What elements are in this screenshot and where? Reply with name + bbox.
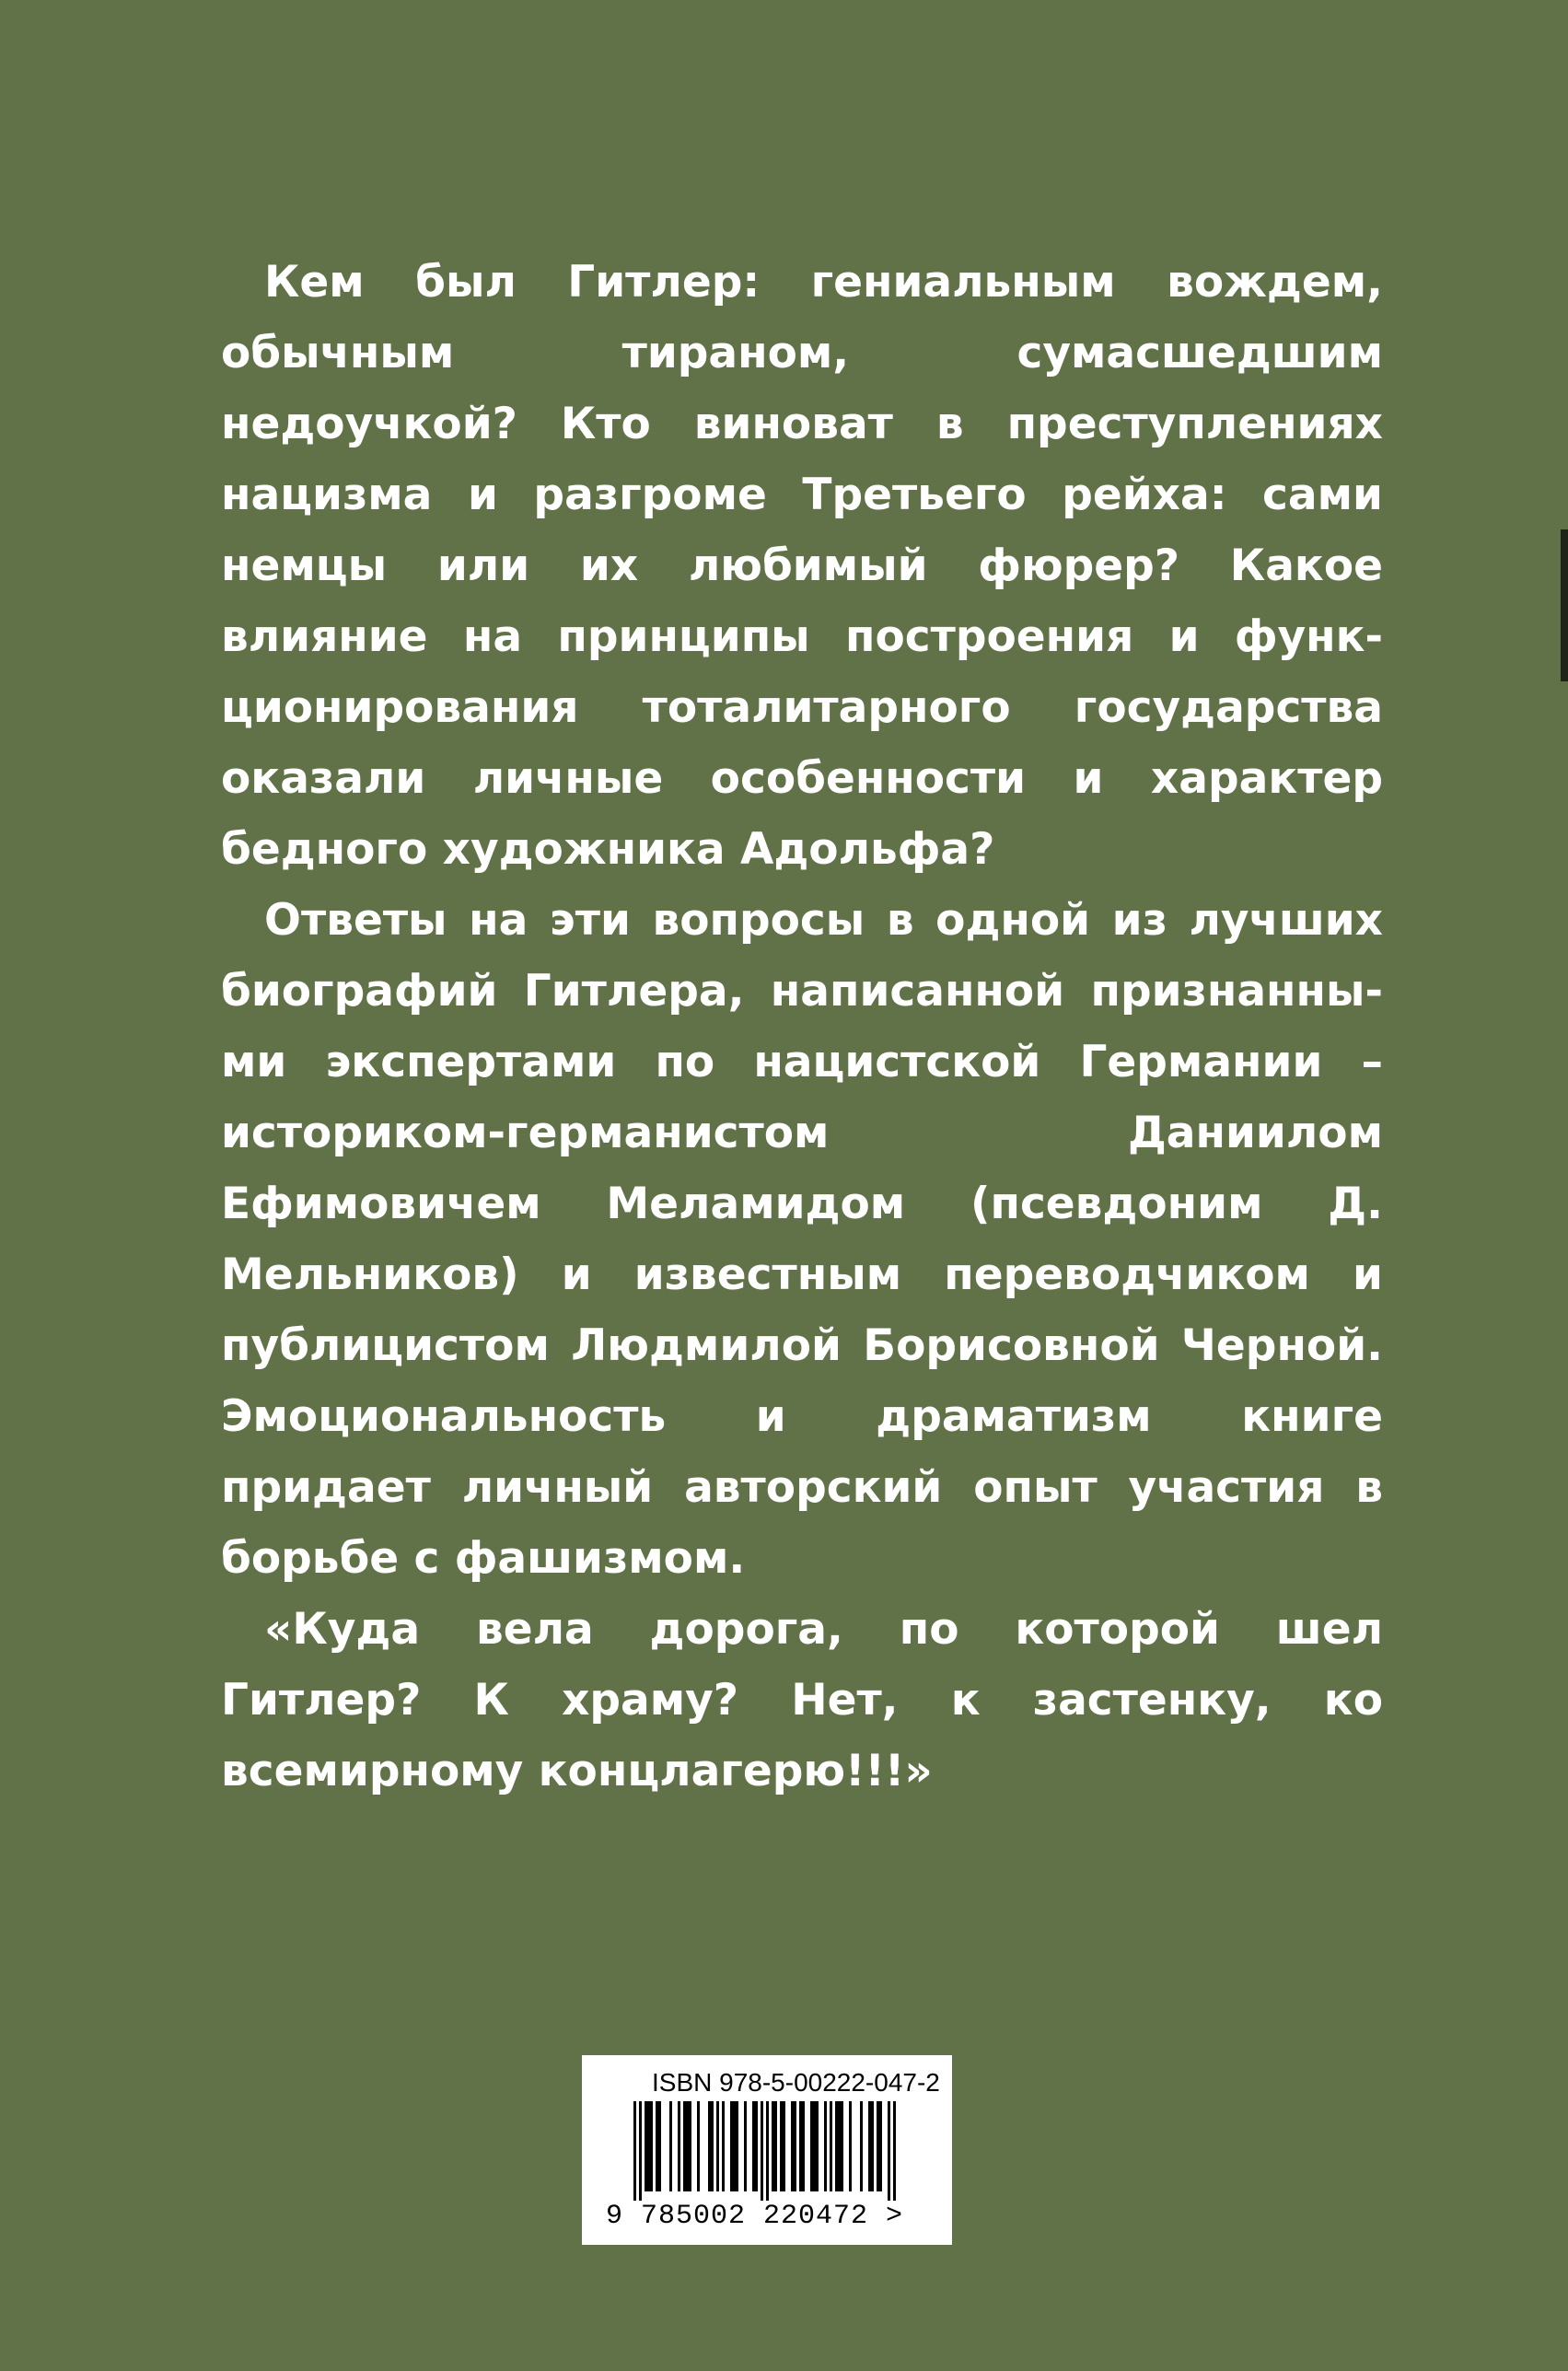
barcode-bar xyxy=(708,2101,711,2191)
barcode-bar xyxy=(683,2101,686,2191)
barcode-bar xyxy=(689,2101,691,2191)
barcode-bar xyxy=(783,2101,785,2191)
barcode-bar xyxy=(799,2101,802,2191)
barcode-guard-bar xyxy=(761,2101,763,2201)
barcode-guard-bar xyxy=(766,2101,769,2201)
barcode-bar xyxy=(711,2101,714,2191)
paragraph-quote: «Куда вела дорога, по которой шел Гитлер? К храму? Нет, к застенку, ко всемирному концлагерю!!!» xyxy=(221,1604,1383,1796)
barcode-guard-bar xyxy=(633,2101,636,2201)
barcode-guard-bar xyxy=(888,2101,890,2201)
barcode-bar xyxy=(730,2101,733,2191)
ean-digits: 9 785002 220472 > xyxy=(606,2201,904,2232)
barcode-guard-bar xyxy=(639,2101,642,2201)
barcode-bar xyxy=(697,2101,700,2191)
barcode-bar xyxy=(752,2101,755,2191)
barcode-bar xyxy=(722,2101,725,2191)
barcode-bar xyxy=(744,2101,747,2191)
barcode-bar xyxy=(871,2101,874,2191)
barcode-bar xyxy=(816,2101,819,2191)
barcode-bar xyxy=(716,2101,719,2191)
barcode-graphic xyxy=(606,2101,928,2201)
barcode-bar xyxy=(830,2101,832,2191)
barcode-bar xyxy=(733,2101,736,2191)
barcode-bar xyxy=(658,2101,661,2191)
barcode-bar xyxy=(774,2101,777,2191)
isbn-barcode-panel xyxy=(582,2055,952,2245)
barcode-bar xyxy=(780,2101,783,2191)
barcode-bar xyxy=(877,2101,879,2191)
barcode-bar xyxy=(841,2101,843,2191)
barcode-bar xyxy=(791,2101,794,2191)
barcode-bar xyxy=(686,2101,689,2191)
paragraph-authors: Ответы на эти вопросы в одной из лучших биографий Гитлера, написанной признанными экспертами по нацистской Германии – историком-германистом Даниилом Ефимовичем Меламидом (псевдоним Д. Мельников) и известным переводчиком и публицистом Людмилой Борисовной Черной. Эмоциональность и драматизм книге придает личный авторский опыт участия в борьбе с фашизмом. xyxy=(221,895,1383,1584)
barcode-bar xyxy=(860,2101,863,2191)
barcode-bar xyxy=(868,2101,871,2191)
barcode-bar xyxy=(849,2101,852,2191)
barcode-bar xyxy=(678,2101,680,2191)
barcode-bar xyxy=(794,2101,796,2191)
barcode-guard-bar xyxy=(893,2101,896,2201)
barcode-bar xyxy=(656,2101,658,2191)
barcode-bar xyxy=(838,2101,841,2191)
barcode-bar xyxy=(772,2101,774,2191)
barcode-bar xyxy=(755,2101,758,2191)
barcode-bar xyxy=(879,2101,882,2191)
barcode-bar xyxy=(802,2101,805,2191)
barcode-bar xyxy=(650,2101,653,2191)
annotation-text xyxy=(221,247,1383,1807)
barcode-bar xyxy=(810,2101,813,2191)
barcode-bar xyxy=(824,2101,827,2191)
paragraph-intro: Кем был Гитлер: гениальным вождем, обычным тираном, сумасшедшим недоучкой? Кто виноват в преступлениях нацизма и разгроме Третьего рейха: сами немцы или их любимый фюрер? Какое влияние на принципы построения и функционирования тоталитарного государства оказали личные особенности и характер бедного художника Адольфа? xyxy=(221,257,1383,875)
barcode-bar xyxy=(813,2101,816,2191)
barcode-bar xyxy=(835,2101,838,2191)
barcode-bar xyxy=(669,2101,672,2191)
barcode-bar xyxy=(645,2101,647,2191)
barcode-bar xyxy=(736,2101,738,2191)
barcode-bar xyxy=(647,2101,650,2191)
isbn-label: ISBN 978-5-00222-047-2 xyxy=(652,2068,940,2097)
spine-edge-mark xyxy=(1561,529,1568,681)
